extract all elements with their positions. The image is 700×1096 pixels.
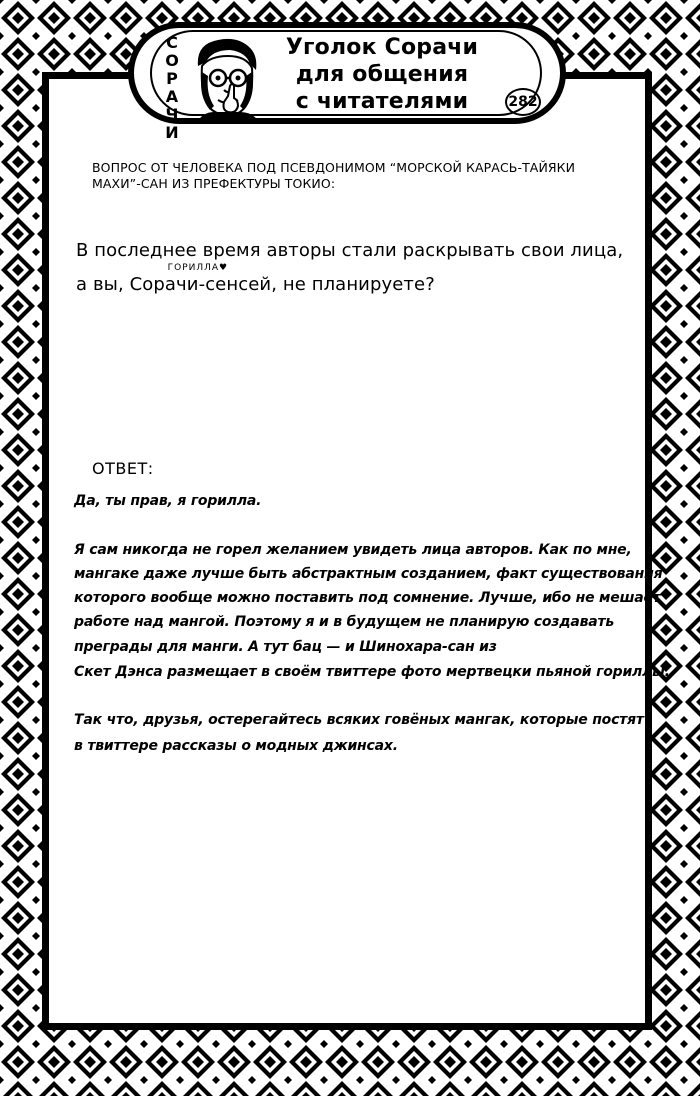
author-letter: О <box>165 51 179 70</box>
answer-label: ОТВЕТ: <box>92 459 154 478</box>
author-letter: С <box>166 33 178 52</box>
answer-line: Скет Дэнса размещает в своём твиттере фото мертвецки пьяной гориллы. <box>74 664 670 680</box>
ruby-annotation: ГОРИЛЛА♥ <box>167 263 229 273</box>
answer-line: Я сам никогда не горел желанием увидеть лица авторов. Как по мне, <box>74 542 632 558</box>
question-source-line: МАХИ”-САН ИЗ ПРЕФЕКТУРЫ ТОКИО: <box>92 176 336 191</box>
gorilla-mascot-icon <box>188 36 266 124</box>
corner-title <box>272 34 492 115</box>
author-letter: И <box>165 123 179 142</box>
author-letter: А <box>165 87 179 106</box>
title-line: Уголок Сорачи <box>285 35 479 60</box>
question-line-1: В последнее время авторы стали раскрывать свои лица, <box>76 240 624 261</box>
answer-line: мангаке даже лучше быть абстрактным созданием, факт существования <box>74 566 663 582</box>
author-address <box>129 263 272 295</box>
question-source-line: ВОПРОС ОТ ЧЕЛОВЕКА ПОД ПСЕВДОНИМОМ “МОРСКОЙ КАРАСЬ-ТАЙЯКИ <box>92 160 576 175</box>
answer-line: в твиттере рассказы о модных джинсах. <box>74 738 398 754</box>
title-line: с читателями <box>295 89 469 114</box>
author-letter: Ч <box>165 105 179 124</box>
answer-line: Да, ты прав, я горилла. <box>74 493 262 509</box>
question-source <box>92 160 632 192</box>
question-line-2 <box>76 263 435 295</box>
author-letter: Р <box>166 69 178 88</box>
title-line: для общения <box>295 62 469 87</box>
answer-line: которого вообще можно поставить под сомнение. Лучше, ибо не мешает <box>74 590 661 606</box>
author-address-text: Сорачи-сенсей <box>129 274 272 295</box>
issue-number-badge: 282 <box>505 88 541 116</box>
question-line-2-start: а вы, <box>76 274 130 295</box>
answer-line: Так что, друзья, остерегайтесь всяких говёных мангак, которые постят <box>74 712 644 728</box>
answer-line: преграды для манги. А тут бац — и Шинохара-сан из <box>74 639 497 655</box>
question-line-2-end: , не планируете? <box>271 274 435 295</box>
answer-line: работе над мангой. Поэтому я и в будущем не планирую создавать <box>74 614 615 630</box>
author-name-vertical <box>158 34 186 142</box>
